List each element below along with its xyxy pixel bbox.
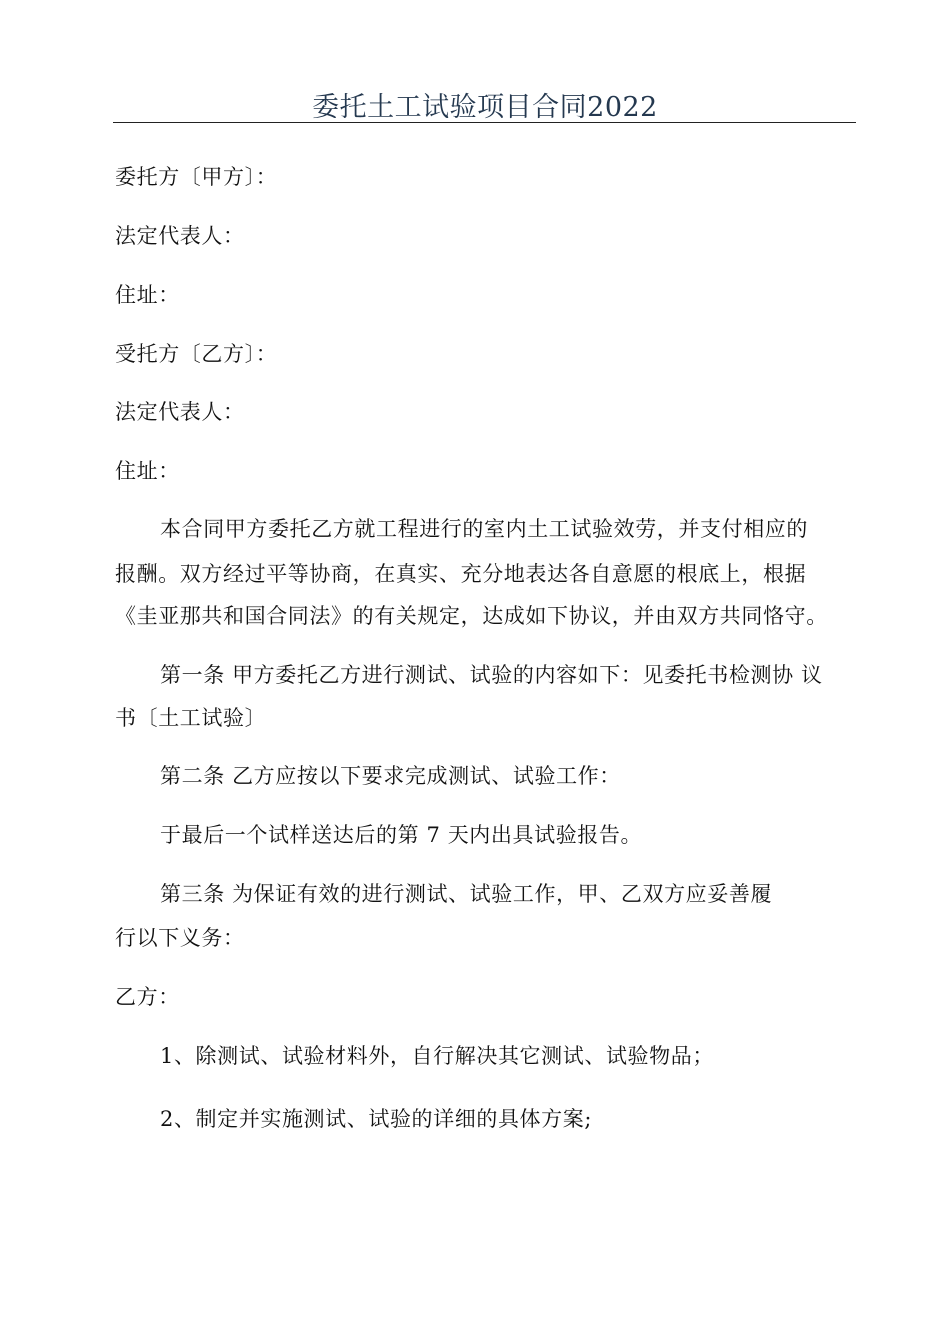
party-b-duties-label: 乙方：: [115, 985, 180, 1009]
party-a-address-label: 住址：: [115, 283, 180, 307]
article-2: 第二条 乙方应按以下要求完成测试、试验工作：: [160, 764, 621, 788]
preamble-line: 《圭亚那共和国合同法》的有关规定，达成如下协议，并由双方共同恪守。: [115, 604, 828, 628]
party-b-label: 受托方〔乙方〕：: [115, 342, 278, 366]
party-a-label: 委托方〔甲方〕：: [115, 165, 278, 189]
article-3-line: 第三条 为保证有效的进行测试、试验工作，甲、乙双方应妥善履: [160, 882, 773, 906]
party-b-address-label: 住址：: [115, 459, 180, 483]
preamble-line: 本合同甲方委托乙方就工程进行的室内土工试验效劳，并支付相应的: [160, 517, 808, 541]
title-underline: [113, 122, 856, 123]
duty-item: 1、除测试、试验材料外，自行解决其它测试、试验物品；: [160, 1044, 714, 1068]
article-1-line: 书〔土工试验〕: [115, 706, 267, 730]
document-title: 委托土工试验项目合同2022: [312, 92, 658, 123]
article-3-line: 行以下义务：: [115, 926, 245, 950]
duty-item: 2、制定并实施测试、试验的详细的具体方案;: [160, 1107, 593, 1131]
article-2-detail: 于最后一个试样送达后的第 7 天内出具试验报告。: [160, 823, 643, 847]
article-1-line: 第一条 甲方委托乙方进行测试、试验的内容如下：见委托书检测协 议: [160, 663, 823, 687]
preamble-line: 报酬。双方经过平等协商，在真实、充分地表达各自意愿的根底上，根据: [115, 562, 807, 586]
party-a-rep-label: 法定代表人：: [115, 224, 245, 248]
party-b-rep-label: 法定代表人：: [115, 400, 245, 424]
